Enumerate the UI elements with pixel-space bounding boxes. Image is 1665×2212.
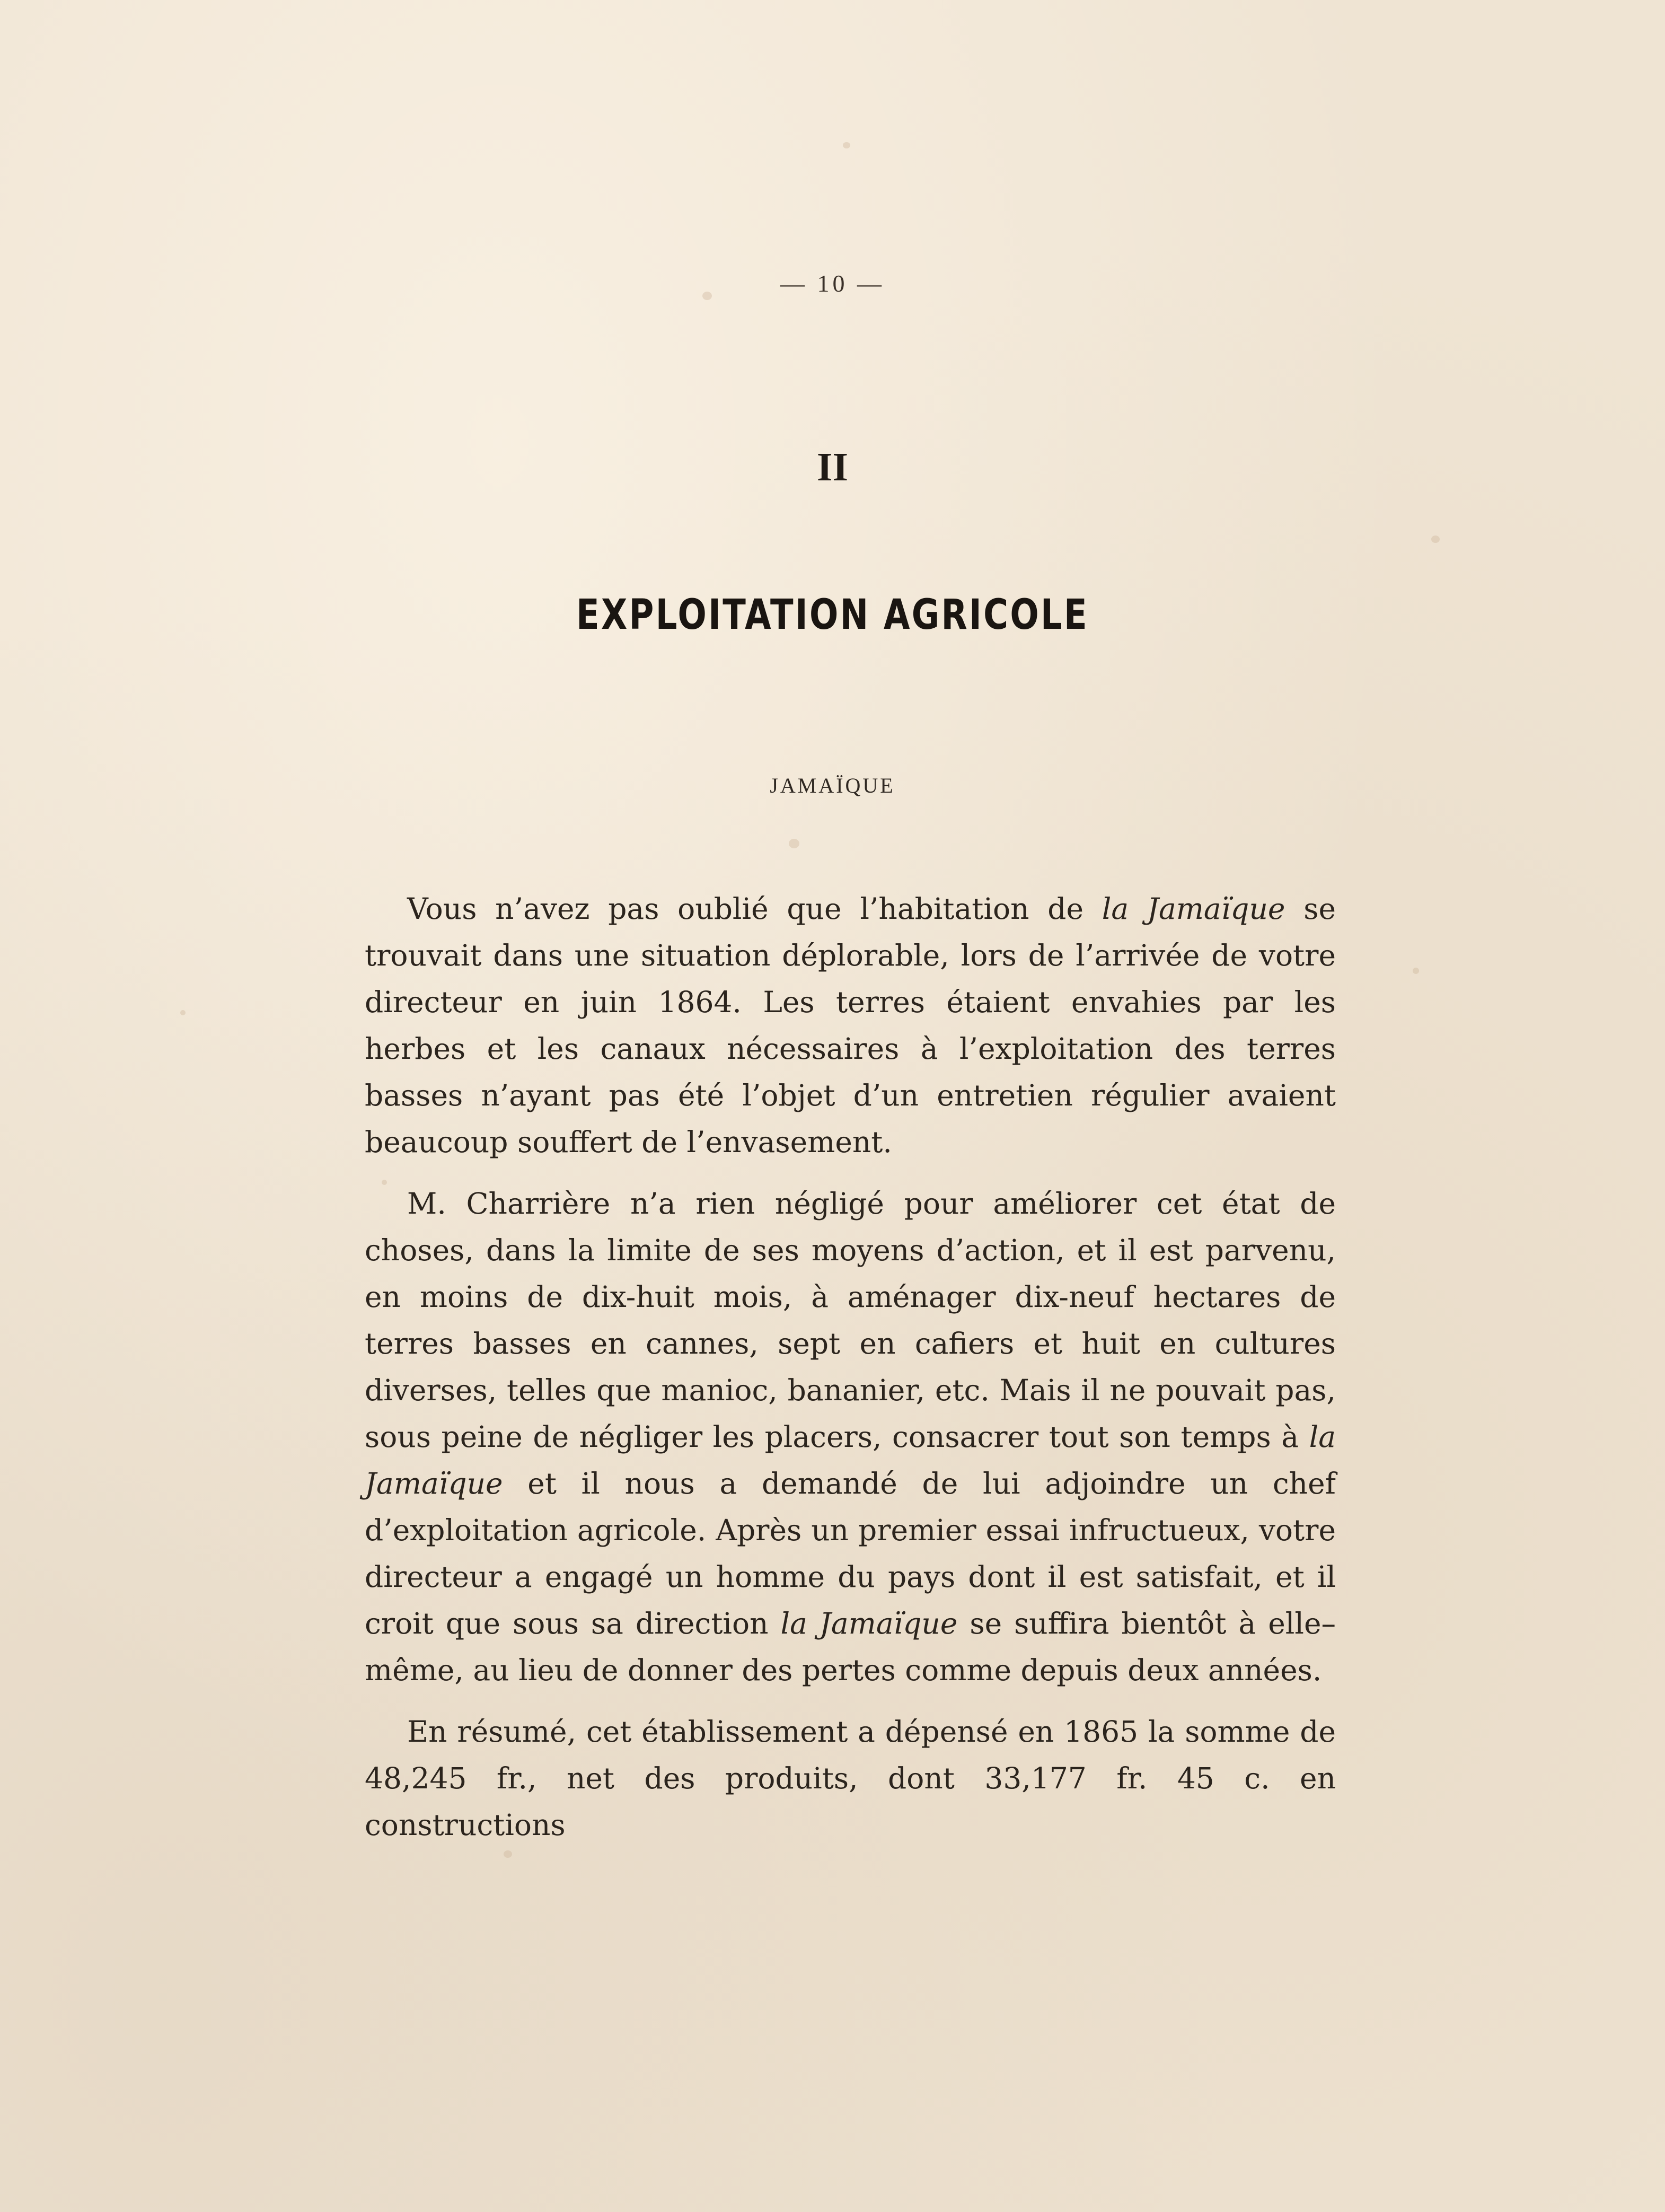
body-text (365, 885, 1336, 1863)
subtitle: JAMAÏQUE (770, 774, 895, 797)
paragraph-3 (365, 1708, 1336, 1848)
section-numeral: II (816, 445, 849, 489)
paragraph-2-text-2: et il nous a demandé de lui adjoindre un chef d’exploitation agricole. Après un premier essai infructueux, votre directeur a engagé un homme du pays dont il est satisfait, et il croit que sous sa direction (365, 1467, 1336, 1640)
paragraph-2 (365, 1180, 1336, 1693)
paragraph-1-text-1: Vous n’avez pas oublié que l’habitation de (407, 892, 1102, 926)
paragraph-2-italic-1: la Jamaïque (365, 1420, 1336, 1500)
paragraph-1-italic-1: la Jamaïque (1102, 892, 1285, 926)
paragraph-1-text-2: se trouvait dans une situation déplorable, lors de l’arrivée de votre directeur en juin 1864. Les terres étaient envahies par les herbes et les canaux nécessaires à l’exploitation des terres basses n’ayant pas été l’objet d’un entretien régulier avaient beaucoup souffert de l’envasement. (365, 892, 1336, 1159)
chapter-title: EXPLOITATION AGRICOLE (576, 591, 1089, 639)
paragraph-1 (365, 885, 1336, 1165)
paragraph-2-text-3: se suffira bientôt à elle–même, au lieu de donner des pertes comme depuis deux années. (365, 1607, 1336, 1687)
page-number: — 10 — (780, 270, 885, 297)
paragraph-2-italic-2: la Jamaïque (780, 1607, 958, 1640)
paragraph-2-text-1: M. Charrière n’a rien négligé pour améliorer cet état de choses, dans la limite de ses moyens d’action, et il est parvenu, en moins de dix-huit mois, à aménager dix-neuf hectares de terres basses en cannes, sept en cafiers et huit en cultures diverses, telles que manioc, bananier, etc. Mais il ne pouvait pas, sous peine de négliger les placers, consacrer tout son temps à (365, 1187, 1336, 1454)
paragraph-3-text-1: En résumé, cet établissement a dépensé en 1865 la somme de 48,245 fr., net des produits, dont 33,177 fr. 45 c. en constructions (365, 1715, 1336, 1842)
